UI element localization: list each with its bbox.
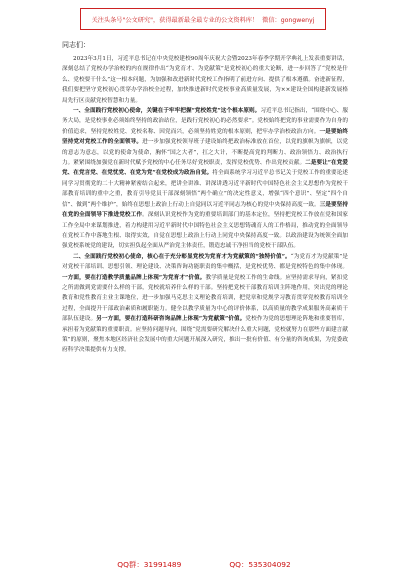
paragraph-text: “为党育才为党献策”是对党校干部培训、思想引领、理论建设、决策咨询功能职责的集中概括，是党校优势、都是党校特色的集中体现。	[62, 253, 348, 271]
paragraph-heading-text: 一方面，要在打造教学质量品牌上体现“为党育才”价值。	[62, 274, 206, 281]
salutation: 同志们：	[62, 41, 90, 49]
banner-wechat-text: 微信：gongwenyj	[262, 16, 315, 24]
paragraph-heading-text: 二、全面践行党校初心使命，核心在于充分彰显党校为党育才为党献策的“独特价值”。	[73, 253, 291, 260]
paragraph-heading-text: 另一方面，要在打造科研咨询品牌上体现“为党献策”价值。	[96, 316, 246, 323]
footer-qq-group: QQ群：31991489	[117, 560, 182, 569]
paragraph-text: 教学质量是党校工作的生命线。应坚持需求导向，紧扣党之所需做到党需要什么样的干部，党校就培养什么样的干部。坚持把党校干部教育培训主阵地作用，突出党的理论教育和党性教育主业主课地位，进一步加强马克思主义理论教育培训，把党章和党规学习教育贯穿党校教育培训全过程，全面提升干部政治素质和履职能力。健全以教学质量为中心的评价体系，以高质量的教学成果服务高素质干部队伍建设。	[62, 274, 348, 323]
paragraph-text: 习近平总书记指出，“围绕中心、服务大局，是党校事业必须始终坚持的政治站位，是践行党校初心的必然要求”。党校始终把党的事业需要作为自身的价值追求，坚持党校姓党、党校名称、因党而兴，必须坚持姓党的根本原则，把牢办学治校政治方向。	[62, 108, 348, 135]
paragraph-heading-text: 三是要坚持在党的全面领导下推进党校工作	[62, 201, 348, 219]
paragraph-text: 党校作为党的思想理论阵地和重要智库，承担着为党献策的重要职责。应坚持问题导向，围绕“党需要研究解决什么重大问题，党校就努力在那些方面建言献策”的原则，聚焦本地区经济社会发展中的重大问题开展深入研究，推出一批有价值、有分量的咨询成果，为党委政府科学决策提供有力支撑。	[62, 316, 348, 354]
paragraph-text: 将全面系统学习习近平总书记关于党校工作的重要论述同学习贯彻党的二十大精神紧密结合起来，把讲全讲准、讲深讲透习近平新时代中国特色社会主义思想作为党校干部教育培训的重中之重，教育引导党员干部深刻领悟“两个确立”的决定性意义，增强“四个意识”、坚定“四个自信”、做到“两个维护”，始终在思想上政治上行动上自觉同以习近平同志为核心的党中央保持高度一致。	[62, 170, 348, 208]
body-paragraph	[62, 54, 348, 106]
paragraph-text: 。深刻认识党校作为党的重要培训部门的基本定位，坚持把党校工作放在党和国家工作全局中来谋划推进，着力构建用习近平新时代中国特色社会主义思想铸魂育人的工作格局，推动党的全面领导在党校工作中落地生根、取得实效，自觉在思想上政治上行动上同党中央保持高度一致。以政治建设为统领全面加强党校系统党的建设，切实担负起全面从严治党主体责任，锻造忠诚干净担当的党校干部队伍。	[62, 212, 348, 250]
banner-promo-text: 关注头条号"公文研究"，获得最新最全最专业的公文资料库！	[91, 16, 259, 24]
body-paragraph	[62, 252, 348, 356]
paragraph-text: 进一步加强党校领导班子建设始终把政治标准放在首位，以党的旗帜为旗帜，以党的意志为意志，以党的使命为使命，胸怀“国之大者”，扛之大计，不断提高党的判断力、政治领悟力、政治执行力。紧紧围绕加强党在新时代赋予党校的中心任务尽好党校职责，发挥党校优势、作出党校贡献。	[62, 139, 348, 167]
paragraph-list	[62, 54, 348, 356]
footer-qq: QQ：535304092	[229, 560, 291, 569]
footer-contact	[0, 559, 408, 570]
paragraph-heading-text: 二是要让“在党爱党、在党言党、在党忧党、在党为党”在党校成为政治自觉。	[62, 160, 348, 177]
paragraph-heading-text: 一是要始终坚持党对党校工作的全面领导。	[62, 128, 348, 146]
header-banner	[80, 8, 326, 30]
document-body	[62, 40, 348, 356]
paragraph-heading-text: 一、全面践行党校初心使命，关键在于牢牢把握“党校姓党”这个根本原则。	[73, 108, 261, 115]
body-paragraph	[62, 106, 348, 252]
paragraph-text: 2023年3月1日，习近平总书记在中央党校建校90周年庆祝大会暨2023年春季学期开学典礼上发表重要讲话，深刻总结了党校办学治校的内在规律作出“为党育才、为党献策”是党校初心的重大论断，进一步回答了“党校是什么、党校要干什么”这一根本问题，为加强和改进新时代党校工作指明了前进方向、提供了根本遵循。奋进新征程，我们要把坚守党校初心贯穿办学治校全过程，加快推进新时代党校事业高质量发展，为××建设全国构建新发展格局先行区贡献党校智慧和力量。	[62, 56, 348, 104]
